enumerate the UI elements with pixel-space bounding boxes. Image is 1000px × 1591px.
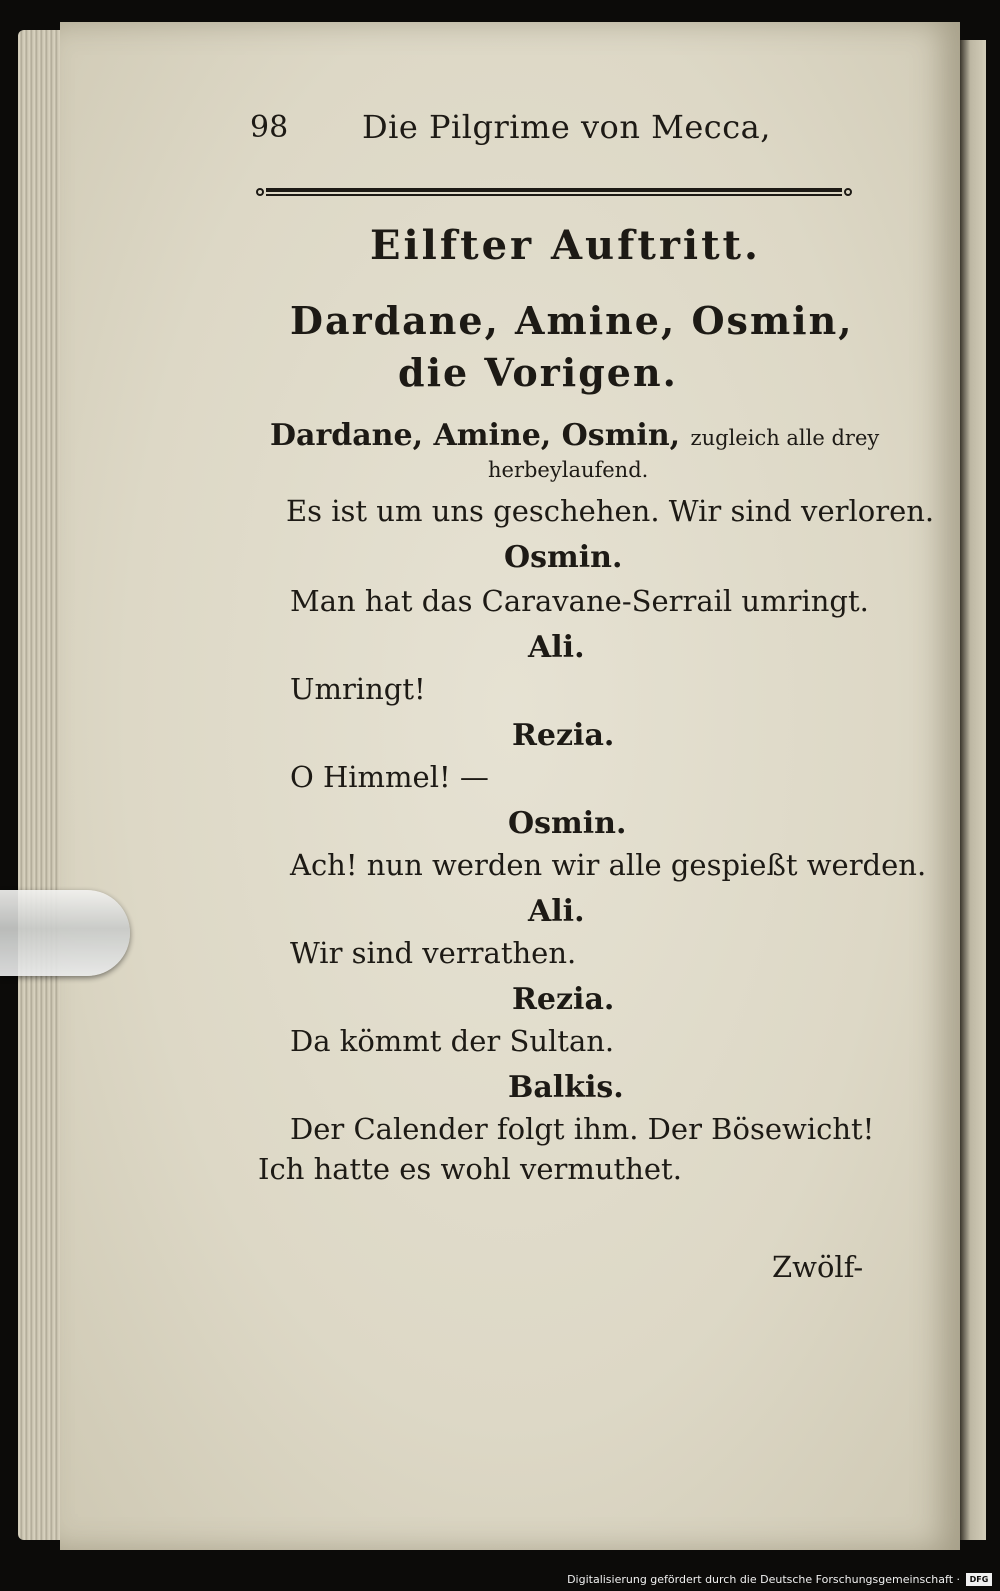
stage-direction: zugleich alle drey [690,426,880,450]
dialogue-line: Umringt! [290,672,426,706]
rule-ornament-left [256,188,264,196]
rule-ornament-right [844,188,852,196]
funding-credit: Digitalisierung gefördert durch die Deutsche Forschungsgemeinschaft · [567,1573,960,1586]
characters-line-1: Dardane, Amine, Osmin, [290,298,854,343]
dialogue-line: Wir sind verrathen. [290,936,577,970]
dialogue-line: Es ist um uns geschehen. Wir sind verloren. [286,494,935,528]
catchword: Zwölf- [772,1250,864,1284]
dialogue-line: O Himmel! — [290,760,489,794]
dialogue-line: Ich hatte es wohl vermuthet. [258,1152,682,1186]
speaker: Rezia. [512,718,615,753]
speaker: Dardane, Amine, Osmin, [270,418,681,453]
page-number: 98 [250,110,289,145]
dialogue-line: Ach! nun werden wir alle gespießt werden. [290,848,927,882]
facing-page-edge [960,40,986,1540]
speaker: Osmin. [504,540,623,575]
stage-direction: herbeylaufend. [488,458,649,482]
running-title: Die Pilgrime von Mecca, [362,108,771,146]
dfg-logo: DFG [966,1573,992,1586]
speaker: Rezia. [512,982,615,1017]
page-holder-clip [0,890,130,976]
speaker-line [270,418,879,453]
dialogue-line: Da kömmt der Sultan. [290,1024,615,1058]
speaker: Ali. [528,630,585,665]
speaker: Balkis. [508,1070,624,1105]
speaker: Osmin. [508,806,627,841]
characters-line-2: die Vorigen. [398,350,678,395]
scene-title: Eilfter Auftritt. [370,222,761,269]
dialogue-line: Man hat das Caravane-Serrail umringt. [290,584,869,618]
header-rule [256,186,852,198]
speaker: Ali. [528,894,585,929]
dialogue-line: Der Calender folgt ihm. Der Bösewicht! [290,1112,875,1146]
